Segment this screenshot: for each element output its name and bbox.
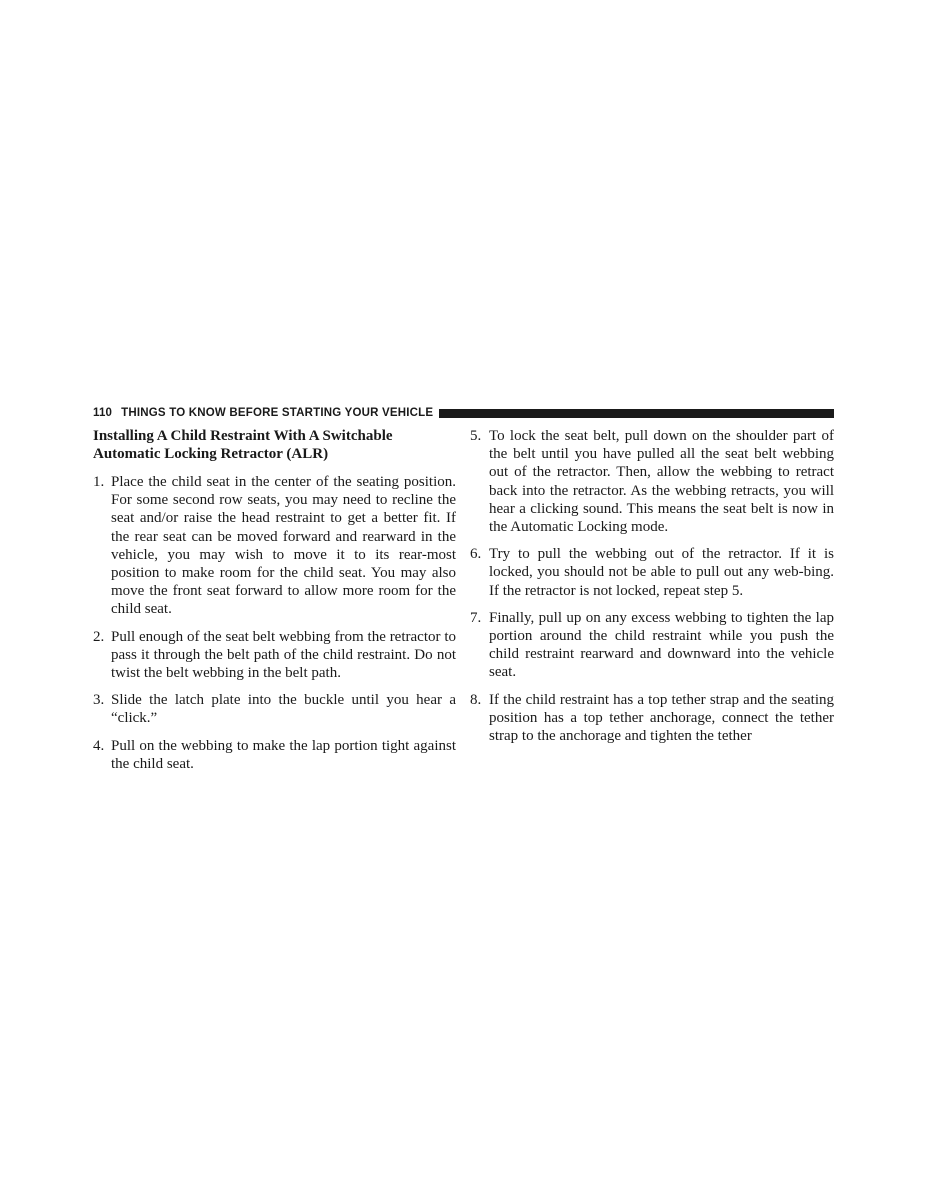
- step-number: 6.: [470, 546, 482, 563]
- step-number: 2.: [93, 628, 105, 645]
- list-item: [93, 628, 456, 683]
- section-title: THINGS TO KNOW BEFORE STARTING YOUR VEHICLE: [121, 407, 434, 419]
- list-item: [470, 545, 834, 600]
- list-item: [93, 473, 456, 619]
- section-heading: Installing A Child Restraint With A Switchable Automatic Locking Retractor (ALR): [93, 428, 393, 462]
- list-item: [93, 691, 456, 727]
- list-item: [470, 427, 834, 536]
- list-item: [470, 609, 834, 682]
- step-text: To lock the seat belt, pull down on the shoulder part of the belt until you have pulled all the seat belt webbing out of the retractor. Then, allow the webbing to retract back into the retractor. As the webbing retracts, you will hear a clicking sound. This means the seat belt is now in the Automatic Locking mode.: [489, 428, 834, 536]
- step-number: 8.: [470, 691, 482, 708]
- step-text: Try to pull the webbing out of the retractor. If it is locked, you should not be able to pull out any web-bing. If the retractor is not locked, repeat step 5.: [489, 546, 834, 599]
- step-text: If the child restraint has a top tether strap and the seating position has a top tether anchorage, connect the tether strap to the anchorage and tighten the tether: [489, 691, 834, 745]
- list-item: [93, 737, 456, 773]
- step-text: Slide the latch plate into the buckle until you hear a “click.”: [111, 692, 456, 727]
- step-number: 7.: [470, 609, 482, 626]
- step-number: 4.: [93, 737, 105, 754]
- step-number: 3.: [93, 692, 105, 709]
- header-rule: [439, 409, 834, 418]
- page-header: [93, 404, 834, 422]
- step-number: 1.: [93, 474, 105, 490]
- steps-list-left: [93, 473, 456, 773]
- steps-list-right: [470, 427, 834, 745]
- left-column: [93, 427, 456, 782]
- step-text: Pull enough of the seat belt webbing from the retractor to pass it through the belt path of the child restraint. Do not twist the belt webbing in the belt path.: [111, 628, 456, 682]
- right-column: [470, 427, 834, 754]
- step-text: Place the child seat in the center of the seating position. For some second row seats, you may need to recline the seat and/or raise the head restraint to get a better fit. If the rear seat can be moved forward and rearward in the vehicle, you may wish to move it to its rear-most position to make room for the child seat. You may also move the front seat forward to allow more room for the child seat.: [111, 474, 456, 618]
- step-number: 5.: [470, 428, 482, 444]
- list-item: [470, 691, 834, 746]
- page-number: 110: [93, 407, 113, 419]
- step-text: Pull on the webbing to make the lap portion tight against the child seat.: [111, 737, 456, 772]
- step-text: Finally, pull up on any excess webbing to tighten the lap portion around the child restraint while you push the child restraint rearward and downward into the vehicle seat.: [489, 609, 834, 681]
